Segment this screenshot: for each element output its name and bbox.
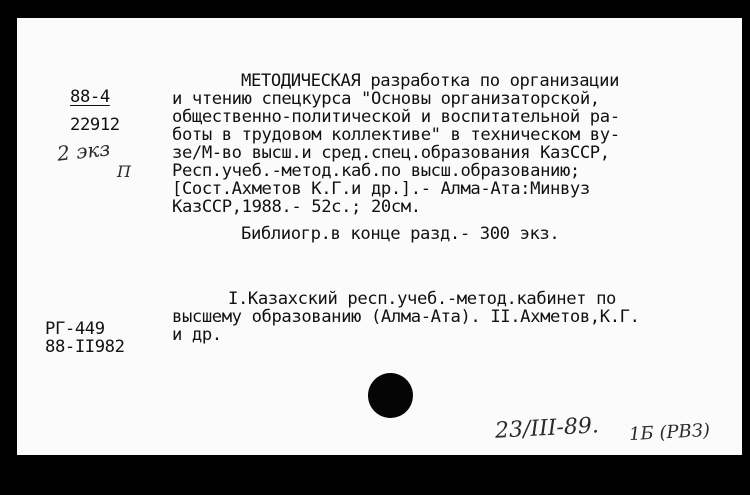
entry-line: Респ.учеб.-метод.каб.по высш.образованию; [172,161,580,181]
bibliography-note: Библиогр.в конце разд.- 300 экз. [241,224,560,244]
copies-mark: П [117,162,131,181]
catalog-card [17,18,742,455]
handwritten-marks: 1Б (РВЗ) [628,419,711,446]
inventory-number: 22912 [70,115,120,135]
call-number: 88-4 [70,87,110,107]
entry-line: МЕТОДИЧЕСКАЯ разработка по организации [241,71,620,91]
entry-line: и чтению спецкурса "Основы организаторской, [172,89,600,109]
copies-note: 2 экз [55,136,112,166]
tracing-line: высшему образованию (Алма-Ата). II.Ахметов,К.Г. [172,307,640,327]
entry-line: КазССР,1988.- 52с.; 20см. [172,197,421,217]
tracing-line: I.Казахский респ.учеб.-метод.кабинет по [228,289,616,309]
entry-line: [Сост.Ахметов К.Г.и др.].- Алма-Ата:Минвуз [172,179,590,199]
entry-line: общественно-политической и воспитательной ра- [172,107,620,127]
handwritten-date: 23/III-89. [494,413,600,444]
registry-number: 88-II982 [45,337,125,357]
tracing-line: и др. [172,325,222,345]
entry-line: зе/М-во высш.и сред.спец.образования КазССР, [172,143,610,163]
registry-code: РГ-449 [45,319,105,339]
card-punch-hole [368,373,413,418]
entry-line: боты в трудовом коллективе" в техническом ву- [172,125,620,145]
